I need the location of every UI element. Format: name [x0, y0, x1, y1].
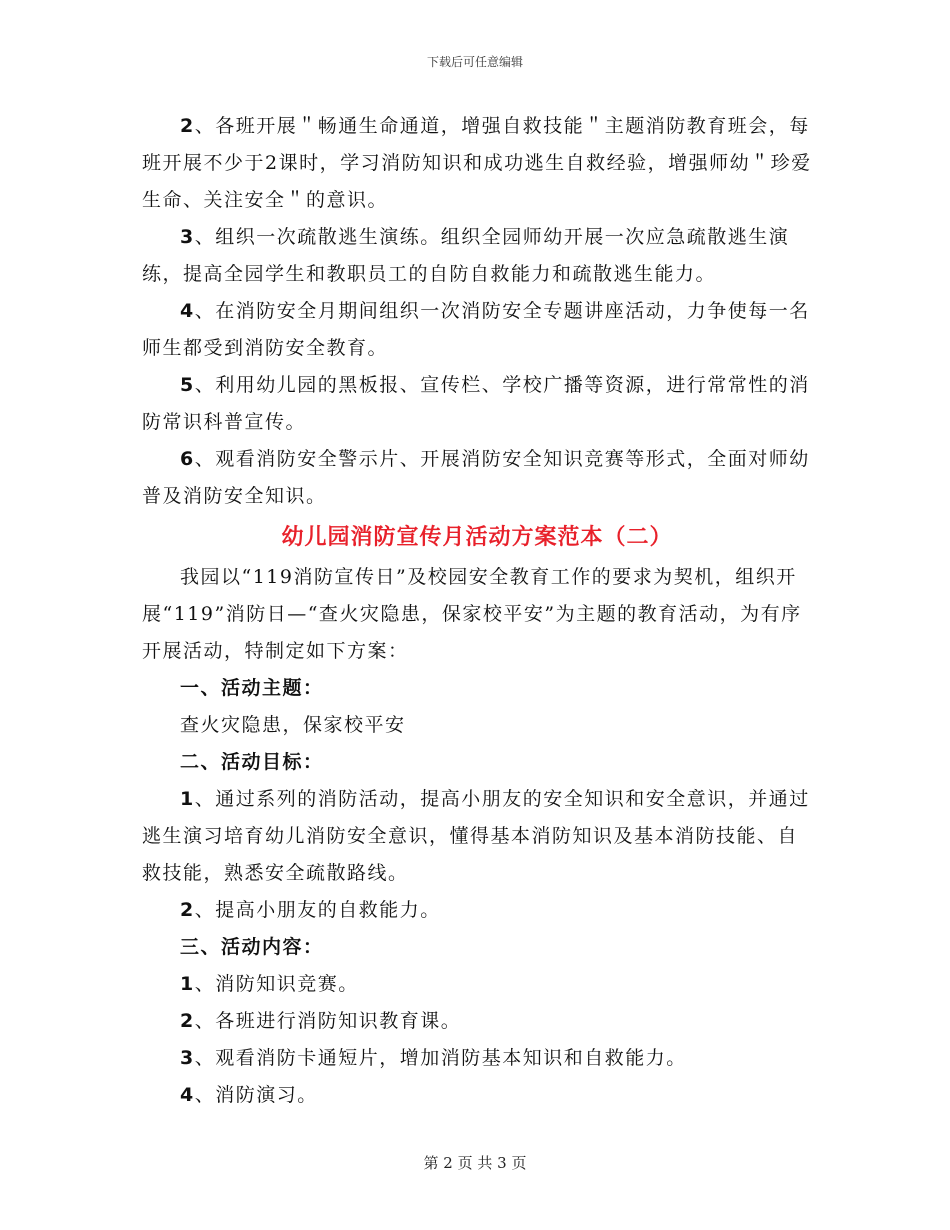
item-number: 2 — [180, 1010, 195, 1032]
item-number: 6 — [180, 448, 195, 470]
item-text: 、消防知识竞赛。 — [194, 973, 359, 995]
list-item — [142, 293, 812, 367]
item-text: 、通过系列的消防活动，提高小朋友的安全知识和安全意识，并通过逃生演习培育幼儿消防安全意识，懂得基本消防知识及基本消防技能、自救技能，熟悉安全疏散路线。 — [142, 788, 810, 884]
list-item — [142, 367, 812, 441]
item-text: 、观看消防卡通短片，增加消防基本知识和自救能力。 — [194, 1047, 687, 1069]
list-item — [142, 219, 812, 293]
item-text: 、观看消防安全警示片、开展消防安全知识竞赛等形式，全面对师幼普及消防安全知识。 — [142, 448, 810, 507]
heading-activity-goals: 二、活动目标： — [180, 751, 324, 773]
item-number: 4 — [180, 1084, 195, 1106]
item-number: 1 — [180, 788, 195, 810]
list-item — [142, 441, 812, 515]
item-number: 1 — [180, 973, 195, 995]
item-number: 3 — [180, 226, 195, 248]
list-item — [142, 1040, 812, 1077]
list-item — [142, 892, 812, 929]
list-item — [142, 108, 812, 219]
list-item — [142, 1077, 812, 1114]
item-number: 2 — [180, 115, 195, 137]
page-footer: 第 2 页 共 3 页 — [423, 1154, 527, 1172]
list-item — [142, 781, 812, 892]
item-number: 5 — [180, 374, 195, 396]
item-text: 、消防演习。 — [194, 1084, 318, 1106]
item-text: 、利用幼儿园的黑板报、宣传栏、学校广播等资源，进行常常性的消防常识科普宣传。 — [142, 374, 810, 433]
item-text: 、组织一次疏散逃生演练。组织全园师幼开展一次应急疏散逃生演练，提高全园学生和教职员工的自防自救能力和疏散逃生能力。 — [142, 226, 790, 285]
item-text: 、各班进行消防知识教育课。 — [194, 1010, 462, 1032]
item-number: 2 — [180, 899, 195, 921]
item-text: 、各班开展＂畅通生命通道，增强自救技能＂主题消防教育班会，每班开展不少于2课时，学习消防知识和成功逃生自救经验，增强师幼＂珍爱生命、关注安全＂的意识。 — [142, 115, 812, 211]
heading-activity-content: 三、活动内容： — [180, 936, 324, 958]
item-number: 3 — [180, 1047, 195, 1069]
item-text: 、在消防安全月期间组织一次消防安全专题讲座活动，力争使每一名师生都受到消防安全教育。 — [142, 300, 810, 359]
header-note: 下载后可任意编辑 — [426, 55, 523, 69]
section-title: 幼儿园消防宣传月活动方案范本（二） — [281, 524, 673, 550]
theme-text: 查火灾隐患，保家校平安 — [180, 714, 406, 736]
list-item — [142, 966, 812, 1003]
document-body — [142, 108, 812, 1114]
item-text: 、提高小朋友的自救能力。 — [194, 899, 441, 921]
intro-paragraph: 我园以“119消防宣传日”及校园安全教育工作的要求为契机，组织开展“119”消防日—“查火灾隐患，保家校平安”为主题的教育活动，为有序开展活动，特制定如下方案： — [142, 566, 802, 662]
item-number: 4 — [180, 300, 195, 322]
list-item — [142, 1003, 812, 1040]
heading-activity-theme: 一、活动主题： — [180, 677, 324, 699]
